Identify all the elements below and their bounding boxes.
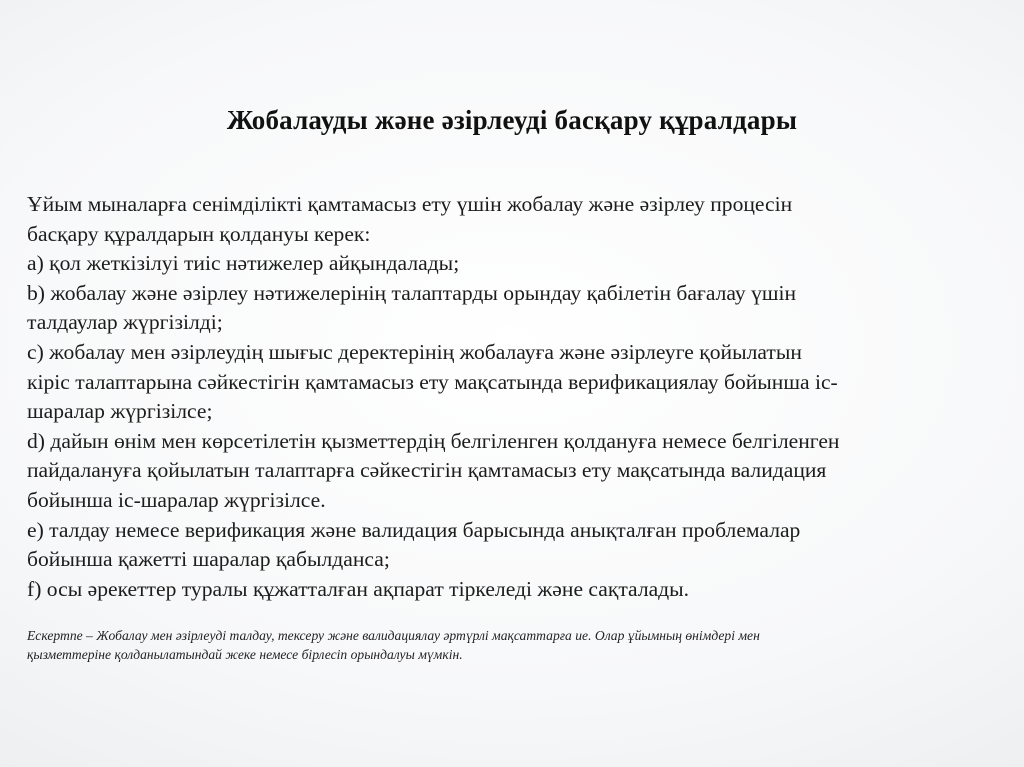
body-line: басқару құралдарын қолдануы керек: (27, 221, 371, 246)
body-line: кіріс талаптарына сәйкестігін қамтамасыз ету мақсатында верификациялау бойынша іс- (27, 369, 838, 394)
body-line: e) талдау немесе верификация және валидация барысында анықталған проблемалар (27, 517, 801, 542)
body-line: бойынша іс-шаралар жүргізілсе. (27, 487, 326, 512)
body-line: d) дайын өнім мен көрсетілетін қызметтердің белгіленген қолдануға немесе белгіленген (27, 428, 840, 453)
note-line: Ескертпе – Жобалау мен әзірлеуді талдау, тексеру және валидациялау әртүрлі мақсаттарға ие. Олар ұйымның өнімдері мен (27, 628, 760, 643)
slide-body-text (27, 190, 1002, 604)
body-line: Ұйым мыналарға сенімділікті қамтамасыз ету үшін жобалау және әзірлеу процесін (27, 192, 793, 216)
body-line: пайдалануға қойылатын талаптарға сәйкестігін қамтамасыз ету мақсатында валидация (27, 458, 827, 483)
body-line: шаралар жүргізілсе; (27, 399, 213, 424)
body-line: c) жобалау мен әзірлеудің шығыс деректерінің жобалауға және әзірлеуге қойылатын (27, 339, 802, 364)
body-line: f) осы әрекеттер туралы құжатталған ақпарат тіркеледі және сақталады. (27, 576, 690, 601)
body-line: a) қол жеткізілуі тиіс нәтижелер айқындалады; (27, 251, 460, 276)
body-line: b) жобалау және әзірлеу нәтижелерінің талаптарды орындау қабілетін бағалау үшін (27, 280, 797, 305)
body-line: бойынша қажетті шаралар қабылданса; (27, 547, 390, 572)
slide-footnote (27, 626, 1002, 664)
body-line: талдаулар жүргізілді; (27, 310, 223, 335)
slide-title: Жобалауды және әзірлеуді басқару құралдары (226, 105, 798, 135)
note-line: қызметтеріне қолданылатындай жеке немесе бірлесіп орындалуы мүмкін. (27, 647, 463, 662)
